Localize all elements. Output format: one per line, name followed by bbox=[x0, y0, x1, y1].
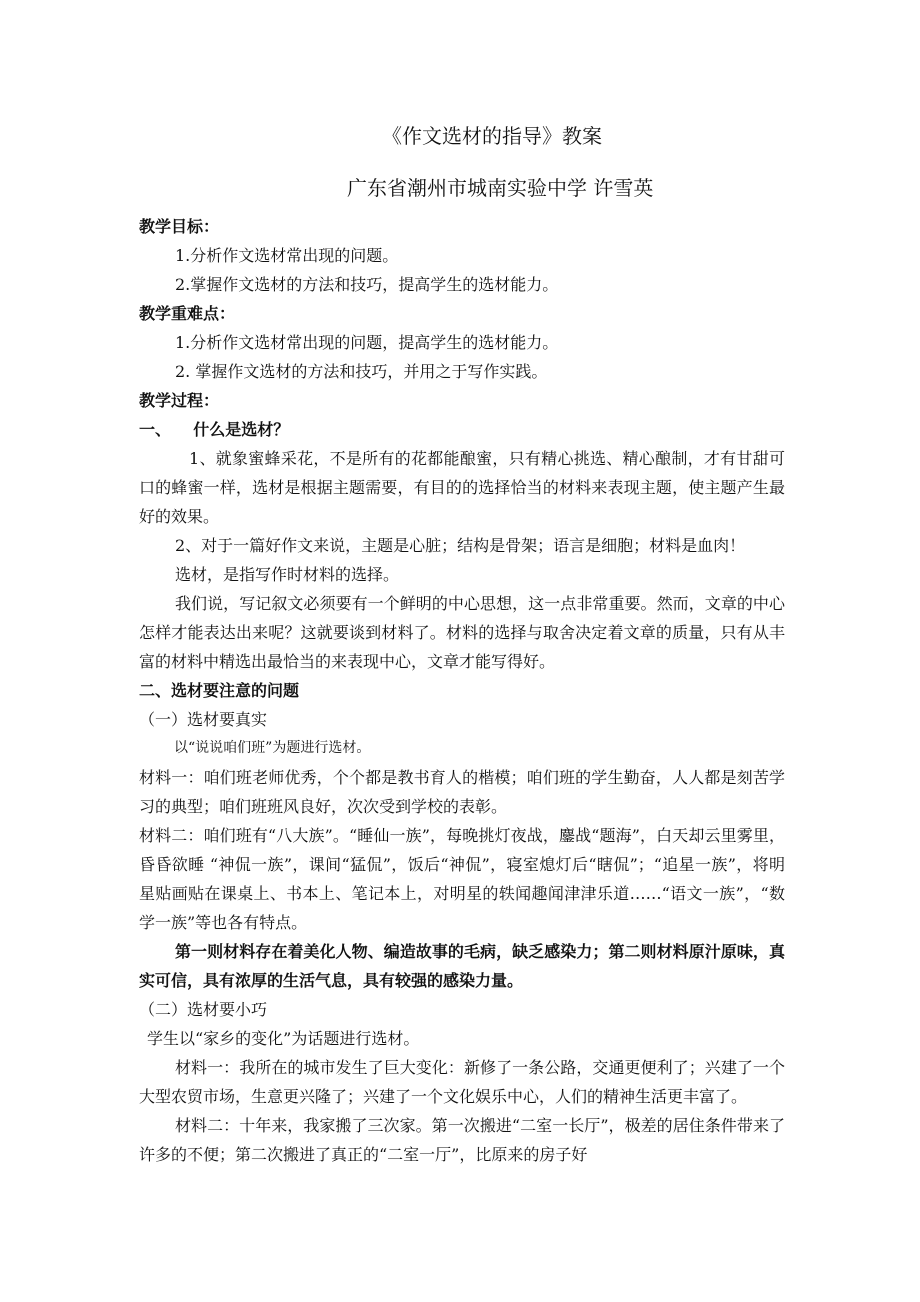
document-title: 《作文选材的指导》教案 bbox=[382, 124, 602, 148]
material-paragraph: 材料二：十年来，我家搬了三次家。第一次搬进“二室一长厅”，极差的居住条件带来了许多的不便；第二次搬进了真正的“二室一厅”，比原来的房子好 bbox=[139, 1116, 785, 1164]
section2-heading: 二、选材要注意的问题 bbox=[139, 681, 300, 700]
section1-paragraph: 选材，是指写作时材料的选择。 bbox=[175, 565, 400, 584]
material-paragraph: 材料一：我所在的城市发生了巨大变化：新修了一条公路，交通更便利了；兴建了一个大型农贸市场，生意更兴隆了；兴建了一个文化娱乐中心，人们的精神生活更丰富了。 bbox=[139, 1058, 785, 1106]
key-points-heading: 教学重难点： bbox=[139, 304, 236, 323]
objective-item: 1.分析作文选材常出现的问题。 bbox=[175, 246, 399, 265]
key-point-item: 2. 掌握作文选材的方法和技巧，并用之于写作实践。 bbox=[175, 362, 548, 381]
section1-paragraph: 2、对于一篇好作文来说，主题是心脏；结构是骨架；语言是细胞；材料是血肉！ bbox=[175, 536, 746, 555]
objective-item: 2.掌握作文选材的方法和技巧，提高学生的选材能力。 bbox=[175, 275, 559, 294]
section1-paragraph: 我们说，写记叙文必须要有一个鲜明的中心思想，这一点非常重要。然而，文章的中心怎样才能表达出来呢？这就要谈到材料了。材料的选择与取舍决定着文章的质量，只有从丰富的材料中精选出最恰当的来表现中心，文章才能写得好。 bbox=[139, 594, 785, 671]
document-body bbox=[139, 212, 785, 1169]
material-paragraph: 材料一：咱们班老师优秀，个个都是教书育人的楷模；咱们班的学生勤奋，人人都是刻苦学习的典型；咱们班班风良好，次次受到学校的表彰。 bbox=[139, 768, 785, 816]
subsection-heading: （一）选材要真实 bbox=[139, 710, 268, 729]
conclusion-paragraph: 第一则材料存在着美化人物、编造故事的毛病，缺乏感染力；第二则材料原汁原味，真实可信，具有浓厚的生活气息，具有较强的感染力量。 bbox=[139, 942, 785, 990]
subsection-heading: （二）选材要小巧 bbox=[139, 1000, 268, 1019]
key-point-item: 1.分析作文选材常出现的问题，提高学生的选材能力。 bbox=[175, 333, 559, 352]
subsection-intro: 学生以“家乡的变化”为话题进行选材。 bbox=[147, 1029, 420, 1048]
material-paragraph: 材料二：咱们班有“八大族”。“睡仙一族”，每晚挑灯夜战，鏖战“题海”，白天却云里雾里，昏昏欲睡 “神侃一族”，课间“猛侃”，饭后“神侃”，寝室熄灯后“瞎侃”；“追星一族”，将明星贴画贴在课桌上、书本上、笔记本上，对明星的轶闻趣闻津津乐道……“语文一族”，“数学一族”等也各有特点。 bbox=[139, 826, 785, 932]
process-heading: 教学过程： bbox=[139, 391, 220, 410]
section1-heading: 一、 什么是选材？ bbox=[139, 420, 290, 439]
objectives-heading: 教学目标： bbox=[139, 217, 220, 236]
document-author: 广东省潮州市城南实验中学 许雪英 bbox=[347, 176, 654, 200]
section1-paragraph: 1、就象蜜蜂采花，不是所有的花都能酿蜜，只有精心挑选、精心酿制，才有甘甜可口的蜂蜜一样，选材是根据主题需要，有目的的选择恰当的材料来表现主题，使主题产生最好的效果。 bbox=[139, 449, 785, 526]
subsection-intro: 以“说说咱们班”为题进行选材。 bbox=[174, 740, 371, 756]
